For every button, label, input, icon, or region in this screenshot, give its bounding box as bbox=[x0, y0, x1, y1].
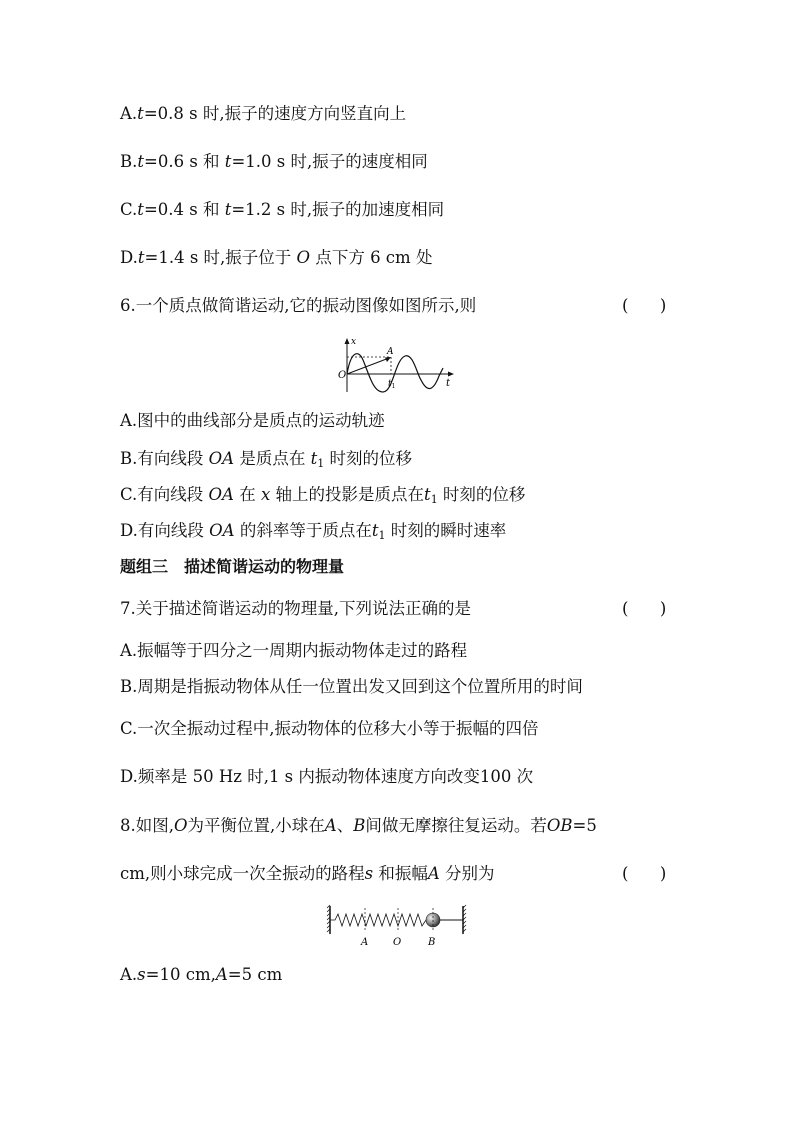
spring bbox=[330, 914, 427, 926]
q6-option-c: C.有向线段 OA 在 x 轴上的投影是质点在$t_1$ 时刻的位移 bbox=[120, 485, 526, 506]
vector-oa-arrow bbox=[385, 357, 391, 362]
q6-answer-paren: ( ) bbox=[622, 296, 667, 315]
q5-option-a: A.t=0.8 s 时,振子的速度方向竖直向上 bbox=[120, 104, 407, 123]
x-axis-arrow bbox=[345, 338, 350, 344]
q7-answer-paren: ( ) bbox=[622, 599, 667, 618]
q6-option-b: B.有向线段 OA 是质点在 $t_1$ 时刻的位移 bbox=[120, 449, 412, 470]
q7-stem: 7.关于描述简谐运动的物理量,下列说法正确的是 bbox=[120, 599, 471, 618]
q5-option-d: D.t=1.4 s 时,振子位于 O 点下方 6 cm 处 bbox=[120, 248, 433, 267]
label-x: x bbox=[351, 337, 357, 347]
label-t1: $t_1$ bbox=[388, 379, 396, 390]
label-b: B bbox=[428, 937, 436, 948]
q7-option-c: C.一次全振动过程中,振动物体的位移大小等于振幅的四倍 bbox=[120, 719, 539, 738]
q7-option-b: B.周期是指振动物体从任一位置出发又回到这个位置所用的时间 bbox=[120, 677, 583, 696]
q6-option-d: D.有向线段 OA 的斜率等于质点在$t_1$ 时刻的瞬时速率 bbox=[120, 521, 507, 542]
q8-answer-paren: ( ) bbox=[622, 864, 667, 883]
label-origin: O bbox=[338, 370, 347, 381]
q7-option-d: D.频率是 50 Hz 时,1 s 内振动物体速度方向改变100 次 bbox=[120, 767, 534, 786]
q8-stem-line2: cm,则小球完成一次全振动的路程s 和振幅A 分别为 bbox=[120, 864, 495, 883]
section-title: 题组三 描述简谐运动的物理量 bbox=[120, 557, 345, 576]
label-a: A bbox=[387, 347, 394, 357]
q8-spring-figure bbox=[325, 900, 470, 950]
q8-option-a: A.s=10 cm,A=5 cm bbox=[120, 965, 283, 984]
q6-vibration-figure bbox=[335, 336, 460, 396]
t-axis-arrow bbox=[448, 372, 454, 377]
q6-stem: 6.一个质点做简谐运动,它的振动图像如图所示,则 bbox=[120, 296, 477, 315]
label-a: A bbox=[361, 937, 369, 948]
label-t: t bbox=[446, 378, 451, 389]
q8-stem-line1: 8.如图,O为平衡位置,小球在A、B间做无摩擦往复运动。若OB=5 bbox=[120, 816, 597, 835]
q5-option-b: B.t=0.6 s 和 t=1.0 s 时,振子的速度相同 bbox=[120, 152, 428, 171]
q6-option-a: A.图中的曲线部分是质点的运动轨迹 bbox=[120, 411, 385, 430]
q7-option-a: A.振幅等于四分之一周期内振动物体走过的路程 bbox=[120, 641, 468, 660]
q5-option-c: C.t=0.4 s 和 t=1.2 s 时,振子的加速度相同 bbox=[120, 200, 445, 219]
label-o: O bbox=[393, 937, 402, 948]
